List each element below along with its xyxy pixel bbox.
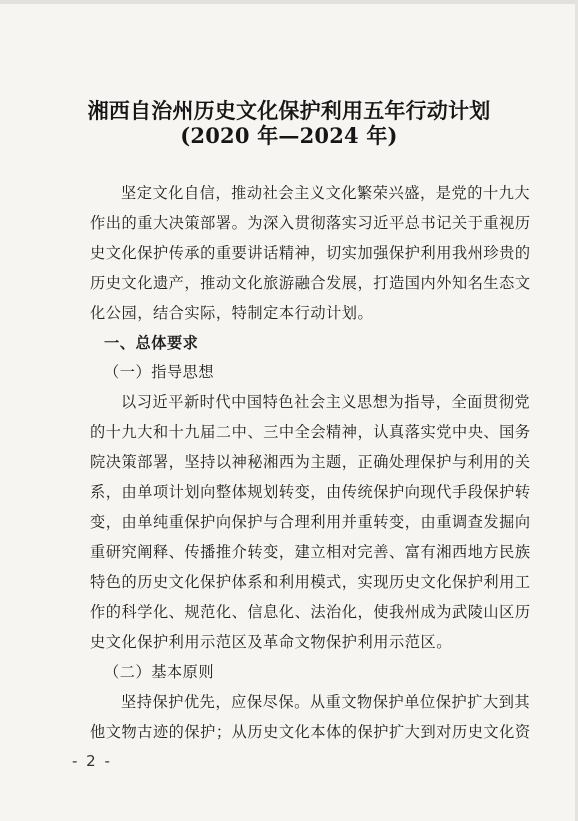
guiding-line: 重研究阐释、传播推介转变，建立相对完善、富有湘西地方民族 [90, 543, 531, 561]
intro-line: 史文化保护传承的重要讲话精神，切实加强保护利用我州珍贵的 [90, 244, 531, 262]
section-heading-general-requirements: 一、总体要求 [104, 334, 199, 352]
guiding-line: 以习近平新时代中国特色社会主义思想为指导，全面贯彻党 [121, 393, 531, 411]
intro-line: 化公园，结合实际，特制定本行动计划。 [90, 304, 374, 322]
guiding-line: 变，由单纯重保护向保护与合理利用并重转变，由重调查发掘向 [90, 513, 531, 531]
subsection-heading-guiding-ideology: （一）指导思想 [104, 363, 215, 381]
guiding-line: 特色的历史文化保护体系和利用模式，实现历史文化保护利用工 [90, 573, 531, 591]
guiding-line: 的十九大和十九届二中、三中全会精神，认真落实党中央、国务 [90, 423, 531, 441]
guiding-line: 作的科学化、规范化、信息化、法治化，使我州成为武陵山区历 [90, 603, 531, 621]
subsection-heading-basic-principles: （二）基本原则 [104, 663, 215, 681]
intro-line: 历史文化遗产，推动文化旅游融合发展，打造国内外知名生态文 [90, 274, 531, 292]
guiding-line: 院决策部署，坚持以神秘湘西为主题，正确处理保护与利用的关 [90, 453, 531, 471]
intro-line: 作出的重大决策部署。为深入贯彻落实习近平总书记关于重视历 [90, 214, 531, 232]
principles-line: 他文物古迹的保护；从历史文化本体的保护扩大到对历史文化资 [90, 723, 531, 741]
principles-line: 坚持保护优先，应保尽保。从重文物保护单位保护扩大到其 [121, 693, 531, 711]
guiding-line: 史文化保护利用示范区及革命文物保护利用示范区。 [90, 633, 452, 651]
document-title: 湘西自治州历史文化保护利用五年行动计划 [87, 98, 491, 123]
guiding-line: 系，由单项计划向整体规划转变，由传统保护向现代手段保护转 [90, 483, 531, 501]
intro-line: 坚定文化自信，推动社会主义文化繁荣兴盛，是党的十九大 [121, 184, 531, 202]
page-number: - 2 - [72, 752, 112, 770]
document-subtitle-years: (2020 年—2024 年) [180, 123, 398, 148]
